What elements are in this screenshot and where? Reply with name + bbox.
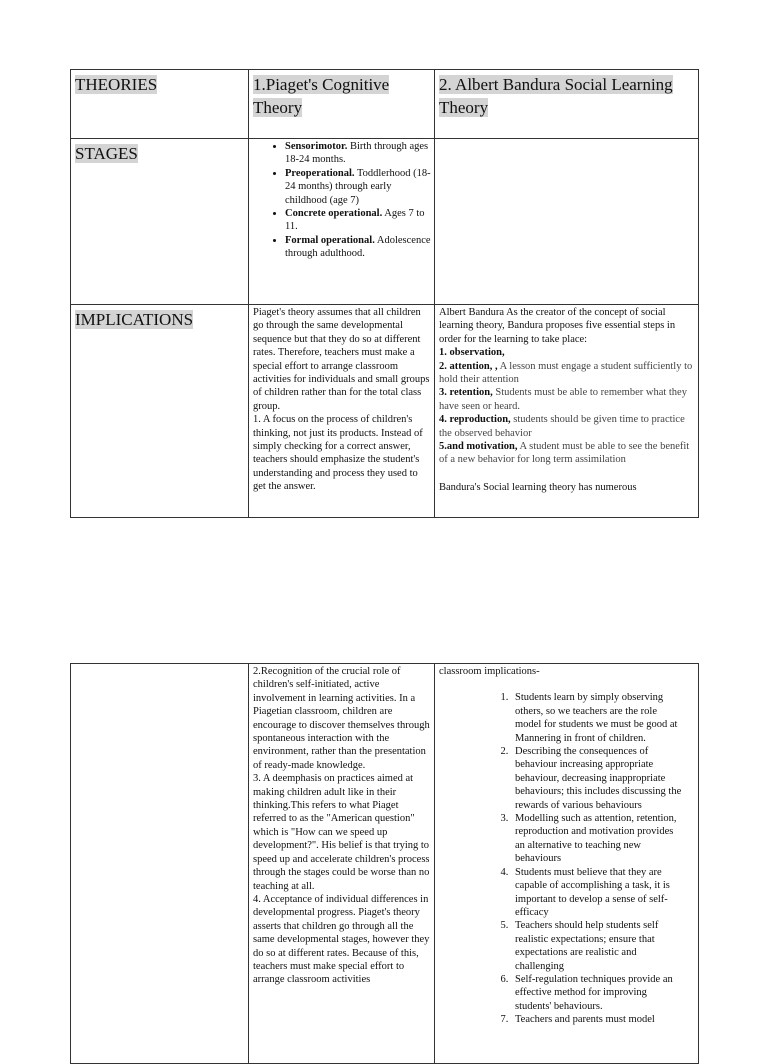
piaget-implication-point: 1. A focus on the process of children's thinking, not just its products. Instead of simply checking for a correct answer, teachers should emphasize the student's understanding and process they used to get the answer.	[253, 414, 423, 493]
bandura-step	[439, 386, 694, 413]
bandura-step	[439, 440, 694, 467]
theories-row	[71, 70, 699, 139]
piaget-points-cell	[249, 664, 435, 1064]
stage-item	[285, 234, 434, 261]
step-label: 4. reproduction,	[439, 414, 511, 426]
bandura-classroom-list	[439, 691, 694, 1026]
stage-item	[285, 167, 434, 207]
bandura-intro: Albert Bandura As the creator of the concept of social learning theory, Bandura proposes five essential steps in order for the learning to take place:	[439, 307, 676, 345]
bandura-classroom-intro: classroom implications-	[439, 666, 540, 677]
stage-desc: Ages 7 to 11.	[285, 208, 425, 233]
stage-item	[285, 140, 434, 167]
stage-name: Formal operational.	[285, 234, 375, 246]
list-item: 5. Teachers should help students self realistic expectations; ensure that expectations are realistic and challenging	[511, 919, 682, 973]
list-item: 2. Describing the consequences of behaviour increasing appropriate behaviour, decreasing inappropriate behaviours; this includes discussing the rewards of various behaviours	[511, 745, 682, 812]
bandura-step	[439, 360, 694, 387]
step-label: 3. retention,	[439, 387, 493, 399]
list-item: 4. Students must believe that they are capable of accomplishing a task, it is important to develop a sense of self-efficacy	[511, 866, 682, 920]
list-item: 3. Modelling such as attention, retention, reproduction and motivation provides an alternative to teaching new behaviours	[511, 812, 682, 866]
bandura-step	[439, 346, 694, 359]
step-label: 1. observation,	[439, 347, 505, 359]
step-desc: A lesson must engage a student sufficiently to hold their attention	[439, 360, 693, 386]
piaget-implication-point: 2.Recognition of the crucial role of children's self-initiated, active involvement in learning activities. In a Piagetian classroom, children are encourage to discover themselves through spontaneous interaction with the environment, rather than the presentation of ready-made knowledge.	[253, 666, 430, 771]
implications-continued-table	[70, 663, 699, 1064]
piaget-header-cell	[249, 70, 435, 139]
bandura-stages-cell	[435, 139, 699, 305]
bandura-step	[439, 413, 694, 440]
stage-desc: Birth through ages 18-24 months.	[285, 141, 429, 166]
empty-label-cell	[71, 664, 249, 1064]
stage-name: Preoperational.	[285, 167, 355, 179]
stages-label-cell	[71, 139, 249, 305]
step-label: 5.and motivation,	[439, 441, 518, 453]
step-desc: Students must be able to remember what they have seen or heard.	[439, 387, 687, 412]
piaget-implication-point: 3. A deemphasis on practices aimed at making children adult like in their thinking.This refers to what Piaget referred to as the "American question" which is "How can we speed up development?". His belief is that trying to speed up and accelerate children's process through the stages could be worse than no teaching at all.	[253, 773, 430, 892]
piaget-stages-list	[249, 140, 434, 261]
theories-label: THEORIES	[75, 75, 158, 94]
bandura-header-cell	[435, 70, 699, 139]
bandura-theory-header: 2. Albert Bandura Social Learning Theory	[439, 75, 673, 117]
piaget-implications-cell	[249, 305, 435, 518]
piaget-stages-cell	[249, 139, 435, 305]
stage-item	[285, 207, 434, 234]
stage-name: Sensorimotor.	[285, 141, 348, 152]
theories-table	[70, 69, 699, 518]
stage-name: Concrete operational.	[285, 208, 383, 220]
piaget-theory-header: 1.Piaget's Cognitive Theory	[253, 75, 390, 117]
theories-label-cell	[71, 70, 249, 139]
step-desc: A student must be able to see the benefit of a new behavior for long term assimilation	[439, 441, 690, 466]
list-item: 6. Self-regulation techniques provide an effective method for improving students' behaviours.	[511, 973, 682, 1013]
implications-label-cell	[71, 305, 249, 518]
list-item: 7. Teachers and parents must model	[511, 1013, 682, 1026]
list-item: 1. Students learn by simply observing others, so we teachers are the role model for students we must be good at Mannering in front of children.	[511, 691, 682, 745]
stages-row	[71, 139, 699, 305]
piaget-implications-text: Piaget's theory assumes that all children go through the same developmental sequence but that they do so at different rates. Therefore, teachers must make a special effort to arrange classroom activities for individuals and small groups of children rather than for the total class group.	[253, 307, 430, 412]
implications-row	[71, 305, 699, 518]
bandura-implications-cell	[435, 305, 699, 518]
piaget-implication-point: 4. Acceptance of individual differences in developmental progress. Piaget's theory asserts that children go through all the same developmental stages, however they do so at different rates. Because of this, teachers must make special effort to arrange classroom activities	[253, 893, 430, 986]
bandura-outro: Bandura's Social learning theory has numerous	[439, 481, 637, 493]
stage-desc: Toddlerhood (18-24 months) through early childhood (age 7)	[285, 167, 431, 206]
step-desc: students should be given time to practice the observed behavior	[439, 414, 685, 439]
stages-label: STAGES	[75, 144, 138, 163]
stage-desc: Adolescence through adulthood.	[285, 234, 431, 260]
step-label: 2. attention, ,	[439, 360, 498, 372]
bandura-classroom-cell	[435, 664, 699, 1064]
implications-continued-row	[71, 664, 699, 1064]
implications-label: IMPLICATIONS	[75, 310, 194, 329]
